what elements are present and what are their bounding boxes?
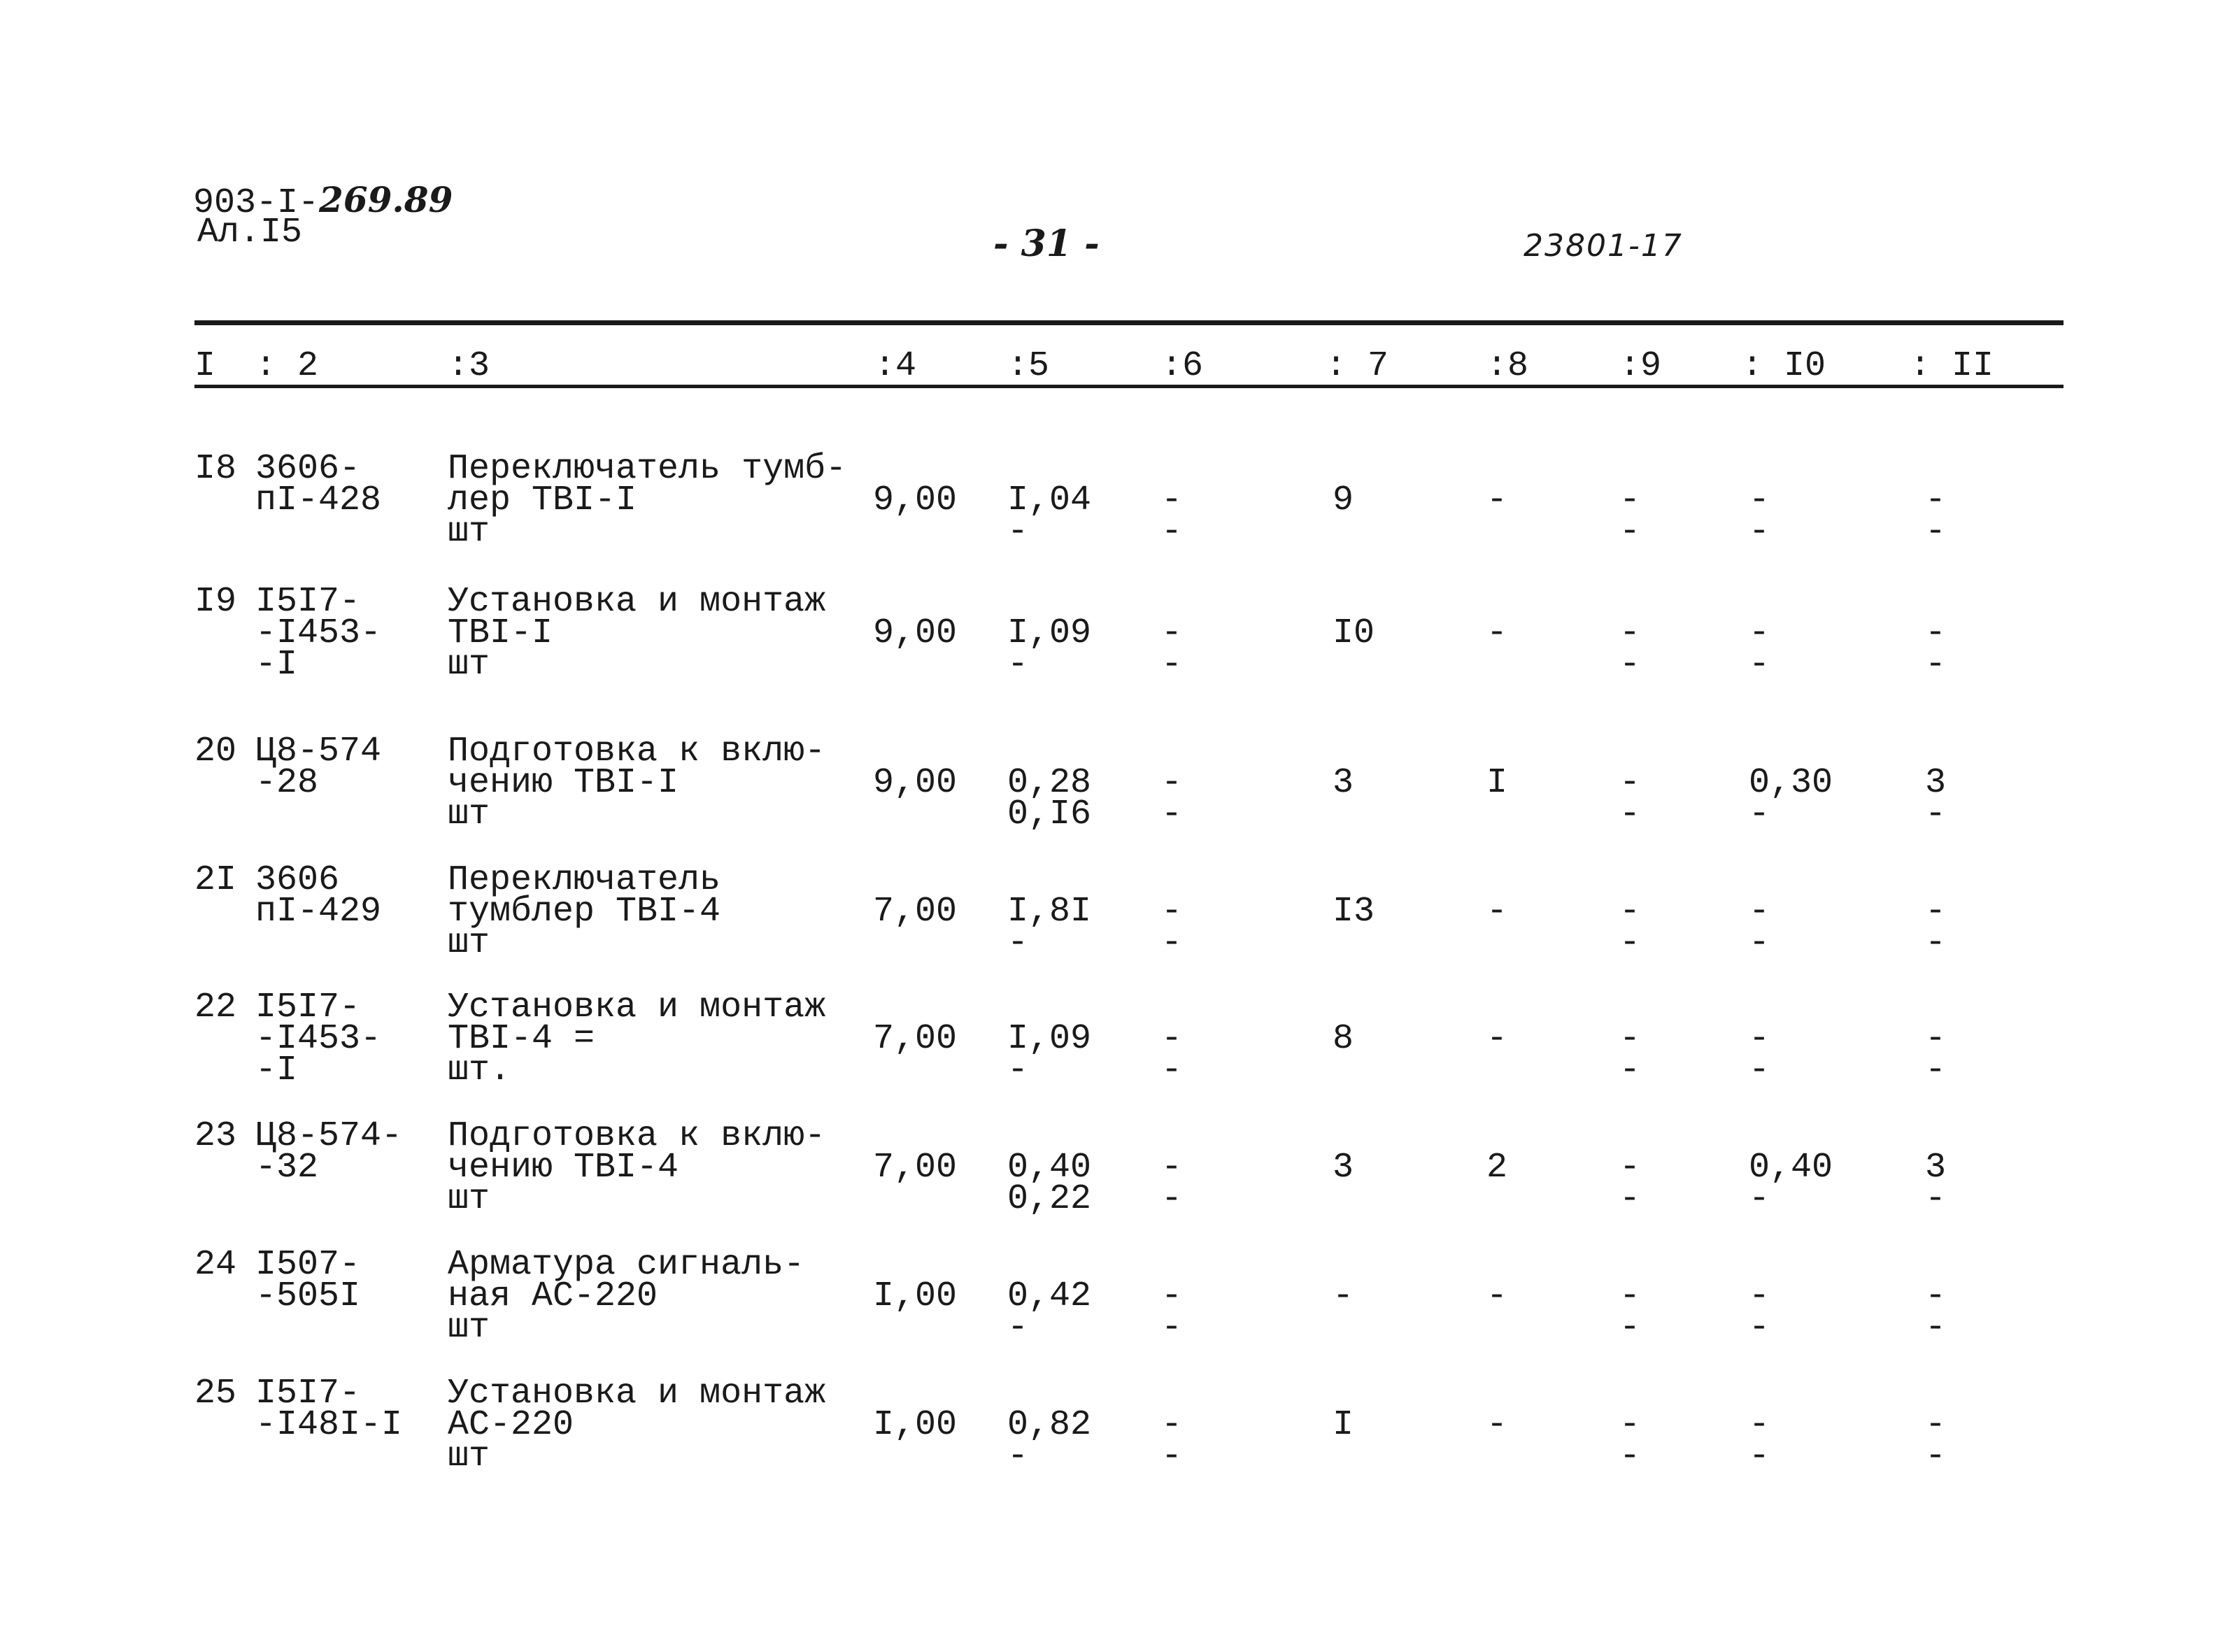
- col-10-value: -: [1749, 1405, 1770, 1445]
- item-description-line: АС-220: [448, 1405, 574, 1445]
- col-11-value: 3: [1925, 1148, 1947, 1188]
- col-5-value: 0,I6: [1007, 795, 1092, 834]
- item-code-line: -I453-: [255, 613, 382, 653]
- col-11-value: -: [1925, 1405, 1947, 1445]
- item-description-line: тумблер ТВI-4: [448, 892, 721, 932]
- col-9-value: -: [1619, 892, 1641, 932]
- col-6-value: -: [1161, 892, 1183, 932]
- column-header-9: :9: [1619, 346, 1662, 386]
- item-description-line: Установка и монтаж: [448, 1374, 826, 1414]
- column-header-2: : 2: [255, 346, 319, 386]
- col-11-value: -: [1925, 1437, 1947, 1476]
- item-code-line: I5I7-: [255, 988, 361, 1027]
- col-10-value: 0,30: [1749, 763, 1833, 803]
- item-description-line: лер ТВI-I: [448, 480, 637, 520]
- item-description-line: Установка и монтаж: [448, 988, 826, 1027]
- column-header-3: :3: [448, 346, 490, 386]
- item-description-line: шт.: [448, 1051, 511, 1090]
- item-description-line: шт: [448, 1437, 490, 1476]
- col-11-value: -: [1925, 613, 1947, 653]
- item-code-line: Ц8-574-: [255, 1116, 403, 1156]
- item-code-line: -32: [255, 1148, 319, 1188]
- col-8-value: -: [1486, 1405, 1508, 1445]
- col-11-value: 3: [1925, 763, 1947, 803]
- column-header-7: : 7: [1326, 346, 1389, 386]
- col-8-value: -: [1486, 892, 1508, 932]
- col-6-value: -: [1161, 1179, 1183, 1219]
- item-description-line: Переключатель тумб-: [448, 449, 847, 489]
- item-code-line: I5I7-: [255, 1374, 361, 1414]
- col-5-value: -: [1007, 512, 1029, 552]
- col-10-value: -: [1749, 1179, 1770, 1219]
- item-description-line: Установка и монтаж: [448, 582, 826, 622]
- col-10-value: -: [1749, 923, 1770, 963]
- col-5-value: 0,42: [1007, 1276, 1092, 1316]
- row-number: 22: [194, 988, 237, 1027]
- col-11-value: -: [1925, 1179, 1947, 1219]
- document-code-printed: 903-I-: [193, 183, 320, 223]
- item-code-line: -I48I-I: [255, 1405, 403, 1445]
- col-9-value: -: [1619, 512, 1641, 552]
- col-6-value: -: [1161, 1148, 1183, 1188]
- col-7-value: I0: [1333, 613, 1375, 653]
- col-9-value: -: [1619, 1276, 1641, 1316]
- col-10-value: 0,40: [1749, 1148, 1833, 1188]
- item-description-line: Подготовка к вклю-: [448, 732, 826, 771]
- item-description-line: Подготовка к вклю-: [448, 1116, 826, 1156]
- col-6-value: -: [1161, 1308, 1183, 1348]
- col-6-value: -: [1161, 763, 1183, 803]
- column-header-5: :5: [1007, 346, 1050, 386]
- col-10-value: -: [1749, 1308, 1770, 1348]
- col-6-value: -: [1161, 923, 1183, 963]
- col-5-value: -: [1007, 1308, 1029, 1348]
- col-8-value: 2: [1486, 1148, 1508, 1188]
- item-code-line: -I453-: [255, 1019, 382, 1059]
- col-11-value: -: [1925, 1019, 1947, 1059]
- col-11-value: -: [1925, 512, 1947, 552]
- item-description-line: Переключатель: [448, 860, 721, 900]
- col-5-value: -: [1007, 645, 1029, 685]
- col-4-value: 9,00: [873, 613, 958, 653]
- col-7-value: 3: [1333, 1148, 1354, 1188]
- col-6-value: -: [1161, 795, 1183, 834]
- col-10-value: -: [1749, 1437, 1770, 1476]
- col-7-value: I: [1333, 1405, 1354, 1445]
- item-code-line: I507-: [255, 1245, 361, 1285]
- col-7-value: 8: [1333, 1019, 1354, 1059]
- col-10-value: -: [1749, 480, 1770, 520]
- col-6-value: -: [1161, 613, 1183, 653]
- col-11-value: -: [1925, 795, 1947, 834]
- item-code-line: Ц8-574: [255, 732, 382, 771]
- col-10-value: -: [1749, 892, 1770, 932]
- col-4-value: 7,00: [873, 1148, 958, 1188]
- column-header-8: :8: [1486, 346, 1529, 386]
- sheet-label: Ал.I5: [197, 213, 303, 252]
- col-9-value: -: [1619, 1051, 1641, 1090]
- col-5-value: -: [1007, 1051, 1029, 1090]
- col-10-value: -: [1749, 613, 1770, 653]
- col-9-value: -: [1619, 1179, 1641, 1219]
- column-header-1: I: [194, 346, 216, 386]
- col-6-value: -: [1161, 1437, 1183, 1476]
- row-number: 24: [194, 1245, 237, 1285]
- col-6-value: -: [1161, 1019, 1183, 1059]
- item-description-line: ная АС-220: [448, 1276, 658, 1316]
- item-code-line: -505I: [255, 1276, 361, 1316]
- item-description-line: шт: [448, 1308, 490, 1348]
- item-description-line: шт: [448, 645, 490, 685]
- col-10-value: -: [1749, 795, 1770, 834]
- item-description-line: шт: [448, 512, 490, 552]
- col-9-value: -: [1619, 1437, 1641, 1476]
- col-8-value: I: [1486, 763, 1508, 803]
- col-10-value: -: [1749, 645, 1770, 685]
- col-9-value: -: [1619, 1308, 1641, 1348]
- col-8-value: -: [1486, 1276, 1508, 1316]
- row-number: 23: [194, 1116, 237, 1156]
- col-9-value: -: [1619, 1405, 1641, 1445]
- col-9-value: -: [1619, 613, 1641, 653]
- col-10-value: -: [1749, 1019, 1770, 1059]
- col-4-value: I,00: [873, 1276, 958, 1316]
- item-code-line: 3606-: [255, 449, 361, 489]
- column-header-11: : II: [1910, 346, 1994, 386]
- item-code-line: -28: [255, 763, 319, 803]
- col-7-value: I3: [1333, 892, 1375, 932]
- col-6-value: -: [1161, 645, 1183, 685]
- row-number: 2I: [194, 860, 237, 900]
- col-5-value: 0,28: [1007, 763, 1092, 803]
- item-description-line: Арматура сигналь-: [448, 1245, 805, 1285]
- col-8-value: -: [1486, 480, 1508, 520]
- col-7-value: 9: [1333, 480, 1354, 520]
- col-9-value: -: [1619, 645, 1641, 685]
- item-description-line: шт: [448, 795, 490, 834]
- col-5-value: 0,22: [1007, 1179, 1092, 1219]
- item-description-line: чению ТВI-I: [448, 763, 679, 803]
- col-9-value: -: [1619, 923, 1641, 963]
- item-description-line: ТВI-4 =: [448, 1019, 595, 1059]
- col-6-value: -: [1161, 1051, 1183, 1090]
- col-9-value: -: [1619, 795, 1641, 834]
- column-header-6: :6: [1161, 346, 1204, 386]
- document-number: 23801-17: [1524, 228, 1683, 264]
- col-4-value: 9,00: [873, 763, 958, 803]
- document-code-handwritten: 269.89: [319, 179, 453, 220]
- col-5-value: I,09: [1007, 1019, 1092, 1059]
- col-7-value: 3: [1333, 763, 1354, 803]
- item-code-line: 3606: [255, 860, 340, 900]
- col-8-value: -: [1486, 1019, 1508, 1059]
- col-10-value: -: [1749, 512, 1770, 552]
- col-11-value: -: [1925, 923, 1947, 963]
- col-11-value: -: [1925, 1308, 1947, 1348]
- col-11-value: -: [1925, 892, 1947, 932]
- item-code-line: I5I7-: [255, 582, 361, 622]
- row-number: I9: [194, 582, 237, 622]
- column-header-10: : I0: [1742, 346, 1826, 386]
- col-9-value: -: [1619, 763, 1641, 803]
- row-number: 25: [194, 1374, 237, 1414]
- col-11-value: -: [1925, 645, 1947, 685]
- col-5-value: 0,82: [1007, 1405, 1092, 1445]
- item-description-line: чению ТВI-4: [448, 1148, 679, 1188]
- col-6-value: -: [1161, 1405, 1183, 1445]
- item-code-line: -I: [255, 645, 298, 685]
- item-code-line: -I: [255, 1051, 298, 1090]
- item-description-line: ТВI-I: [448, 613, 553, 653]
- col-5-value: I,8I: [1007, 892, 1092, 932]
- col-11-value: -: [1925, 1276, 1947, 1316]
- col-4-value: 7,00: [873, 1019, 958, 1059]
- col-9-value: -: [1619, 1148, 1641, 1188]
- column-header-4: :4: [874, 346, 917, 386]
- item-code-line: пI-428: [255, 480, 382, 520]
- table-top-rule: [194, 320, 2064, 325]
- col-4-value: I,00: [873, 1405, 958, 1445]
- col-10-value: -: [1749, 1276, 1770, 1316]
- col-9-value: -: [1619, 480, 1641, 520]
- col-6-value: -: [1161, 512, 1183, 552]
- item-description-line: шт: [448, 923, 490, 963]
- col-6-value: -: [1161, 1276, 1183, 1316]
- col-5-value: 0,40: [1007, 1148, 1092, 1188]
- row-number: 20: [194, 732, 237, 771]
- col-6-value: -: [1161, 480, 1183, 520]
- page-number: - 31 -: [993, 222, 1100, 265]
- row-number: I8: [194, 449, 237, 489]
- item-description-line: шт: [448, 1179, 490, 1219]
- col-10-value: -: [1749, 1051, 1770, 1090]
- col-5-value: I,09: [1007, 613, 1092, 653]
- col-9-value: -: [1619, 1019, 1641, 1059]
- col-11-value: -: [1925, 480, 1947, 520]
- col-4-value: 7,00: [873, 892, 958, 932]
- col-7-value: -: [1333, 1276, 1354, 1316]
- col-5-value: -: [1007, 923, 1029, 963]
- col-5-value: -: [1007, 1437, 1029, 1476]
- col-11-value: -: [1925, 1051, 1947, 1090]
- col-4-value: 9,00: [873, 480, 958, 520]
- col-8-value: -: [1486, 613, 1508, 653]
- col-5-value: I,04: [1007, 480, 1092, 520]
- item-code-line: пI-429: [255, 892, 382, 932]
